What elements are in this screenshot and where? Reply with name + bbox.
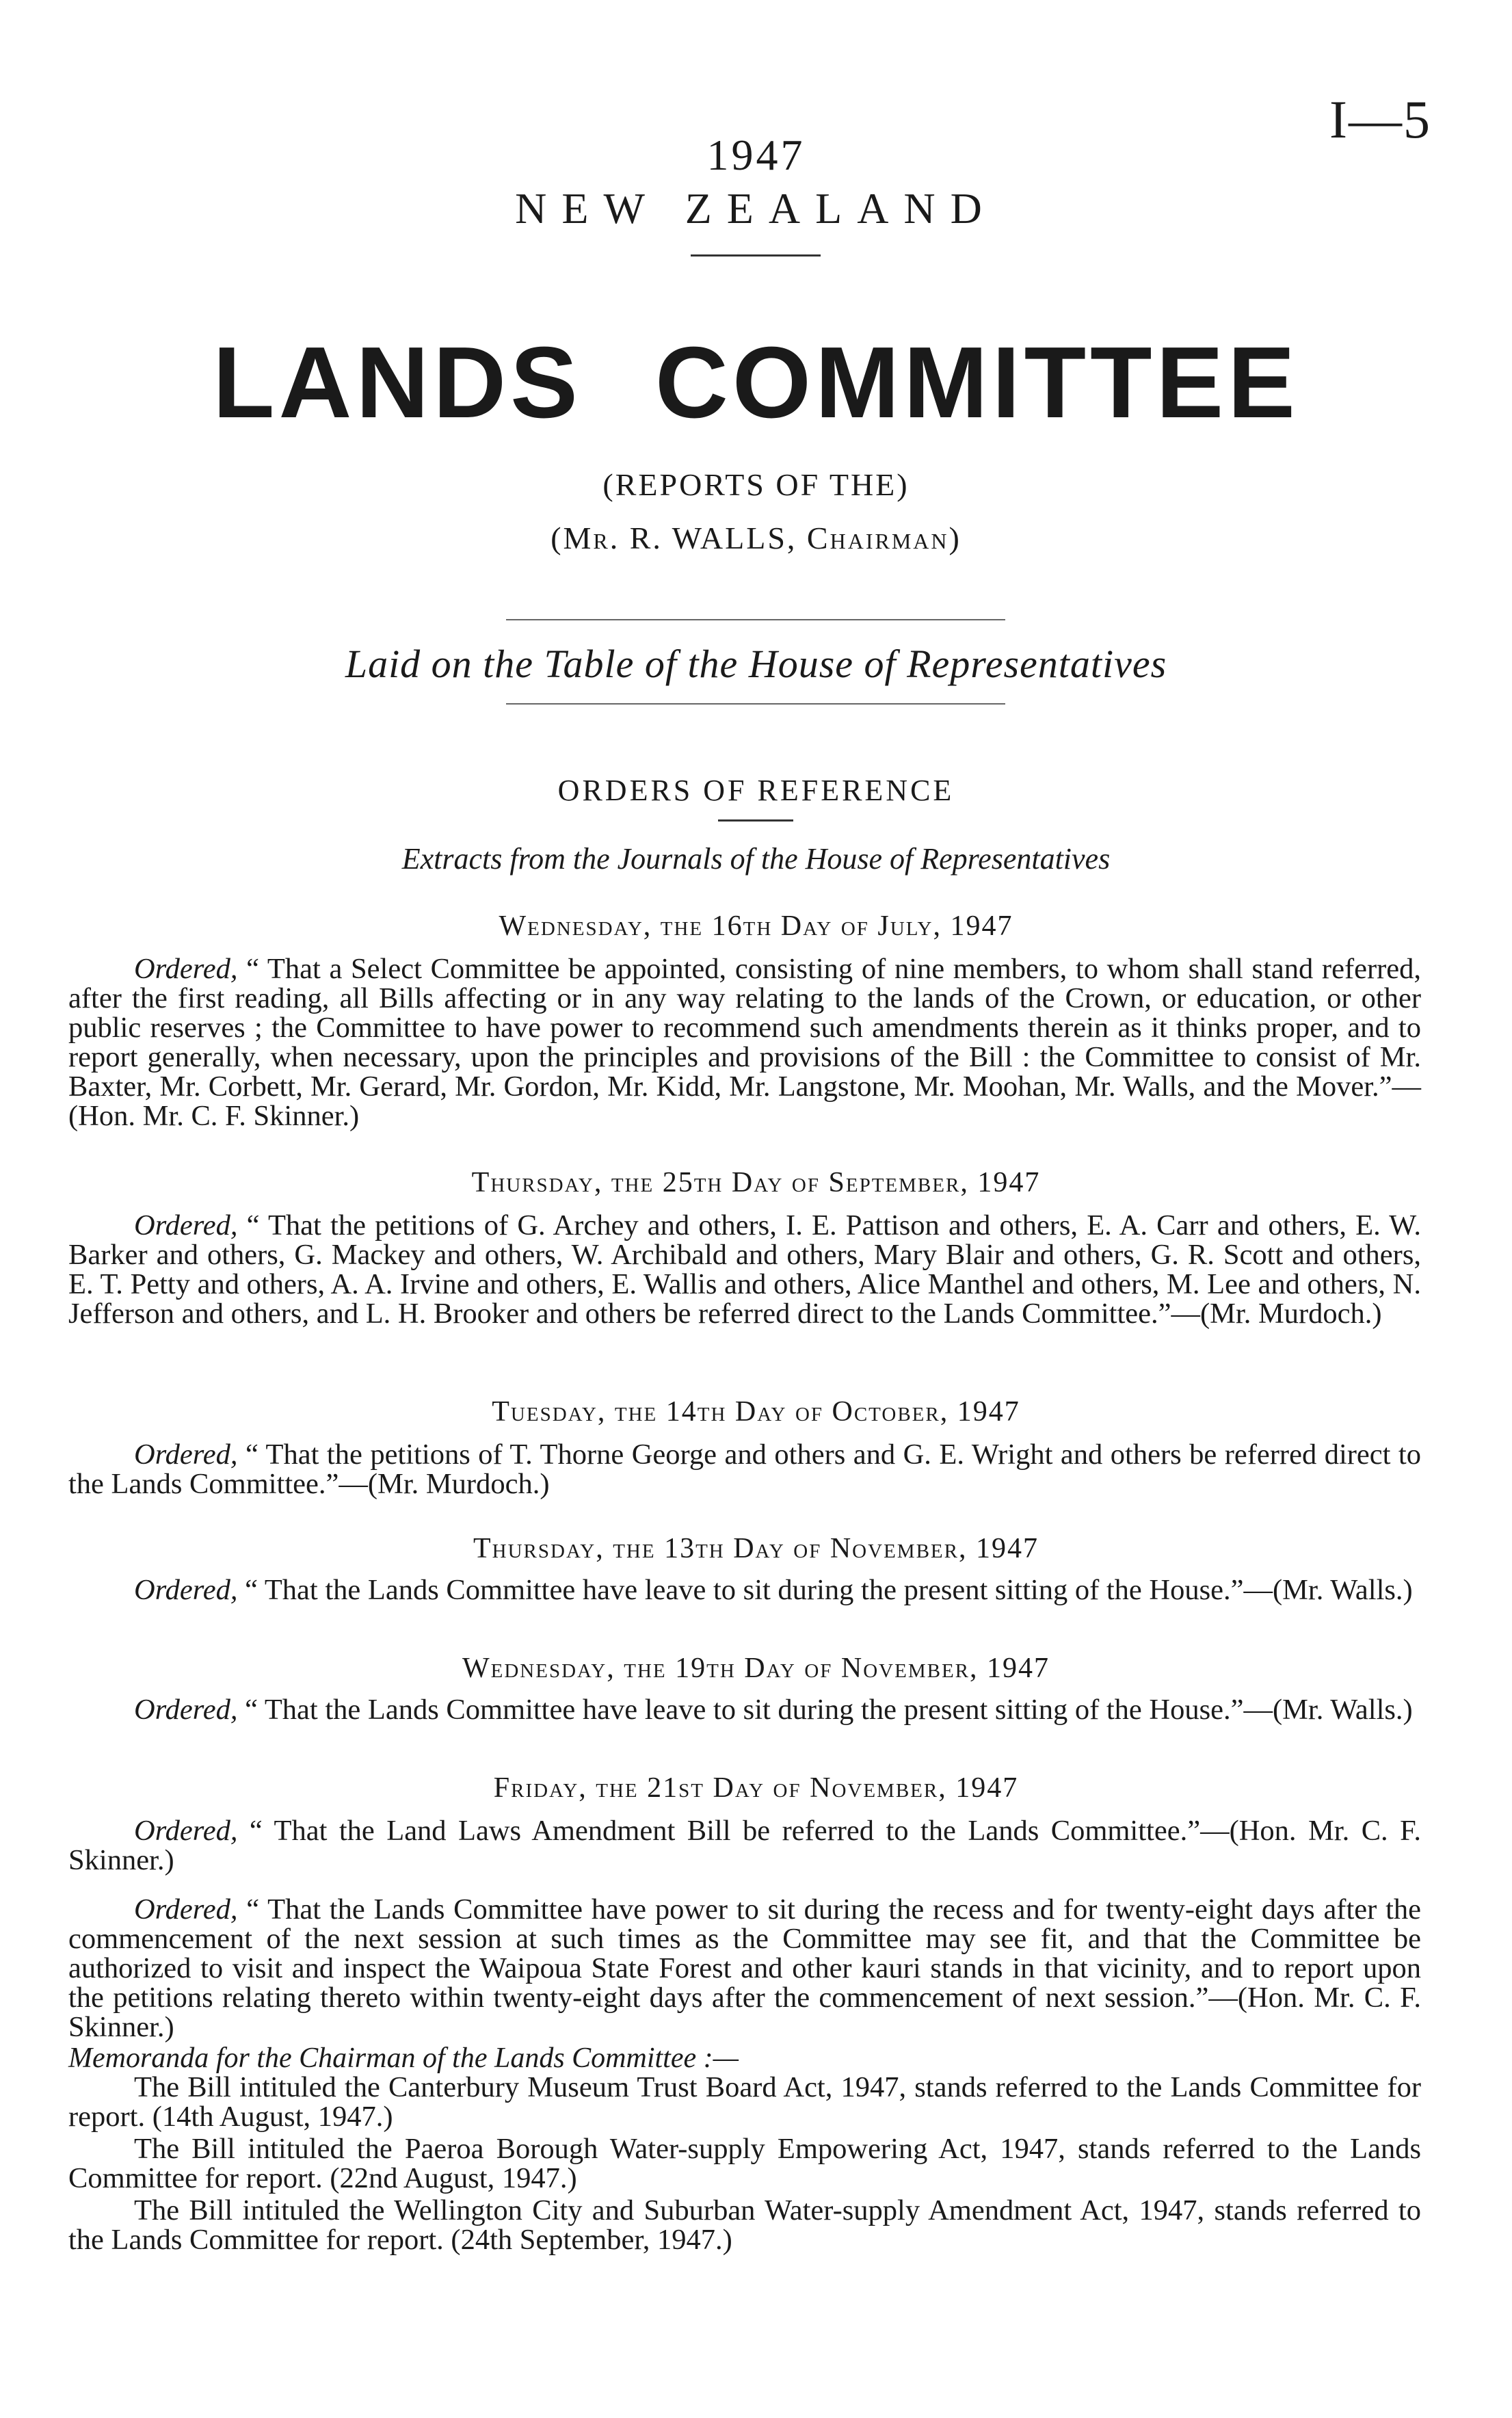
year: 1947 (706, 131, 806, 179)
ordered-label: Ordered, (134, 1209, 238, 1241)
order-text: “ That the Land Laws Amendment Bill be referred to the Lands Committee.”—(Hon. Mr. C. F. Skinner.) (68, 1815, 1421, 1876)
ordered-label: Ordered, (134, 1574, 238, 1606)
order-paragraph (68, 1895, 1421, 2042)
divider (506, 703, 1005, 705)
order-text: “ That the Lands Committee have leave to sit during the present sitting of the House.”—(Mr. Walls.) (237, 1574, 1413, 1606)
subtitle: (REPORTS OF THE) (602, 467, 910, 502)
order-paragraph (68, 1575, 1421, 1605)
memoranda-heading: Memoranda for the Chairman of the Lands Committee :— (68, 2042, 739, 2074)
order-text: “ That the Lands Committee have leave to sit during the present sitting of the House.”—(Mr. Walls.) (237, 1694, 1413, 1726)
country-heading: NEW ZEALAND (515, 184, 997, 233)
page-title: LANDS COMMITTEE (213, 326, 1299, 439)
entry-date: Thursday, the 13th Day of November, 1947 (473, 1533, 1039, 1564)
memorandum-item: The Bill intituled the Canterbury Museum Trust Board Act, 1947, stands referred to the Lands Committee for report. (14th August, 1947.) (68, 2071, 1421, 2133)
entry-date: Tuesday, the 14th Day of October, 1947 (492, 1396, 1020, 1428)
ordered-label: Ordered, (134, 953, 238, 985)
memorandum-item: The Bill intituled the Paeroa Borough Water-supply Empowering Act, 1947, stands referred to the Lands Committee for report. (22nd August, 1947.) (68, 2133, 1421, 2194)
order-paragraph (68, 1211, 1421, 1328)
order-text: “ That the petitions of G. Archey and others, I. E. Pattison and others, E. A. Carr and others, E. W. Barker and others, G. Mackey and others, W. Archibald and others, Mary Blair and others, G. R. Scott and others, E. T. Petty and others, A. A. Irvine and others, E. Wallis and others, Alice Manthel and others, M. Lee and others, N. Jefferson and others, and L. H. Brooker and others be referred direct to the Lands Committee.”—(Mr. Murdoch.) (68, 1209, 1421, 1330)
chairman-line: (Mr. R. WALLS, Chairman) (551, 521, 961, 555)
ordered-label: Ordered, (134, 1893, 238, 1926)
memorandum-item: The Bill intituled the Wellington City and Suburban Water-supply Amendment Act, 1947, stands referred to the Lands Committee for report. (24th September, 1947.) (68, 2194, 1421, 2256)
order-text: “ That the petitions of T. Thorne George and others and G. E. Wright and others be referred direct to the Lands Committee.”—(Mr. Murdoch.) (68, 1438, 1421, 1500)
extracts-heading: Extracts from the Journals of the House of Representatives (401, 842, 1111, 876)
order-text: “ That a Select Committee be appointed, consisting of nine members, to whom shall stand referred, after the first reading, all Bills affecting or in any way relating to the lands of the Crown, or education, or other public reserves ; the Committee to have power to recommend such amendments therein as it thinks proper, and to report generally, when necessary, upon the principles and provisions of the Bill : the Committee to consist of Mr. Baxter, Mr. Corbett, Mr. Gerard, Mr. Gordon, Mr. Kidd, Mr. Langstone, Mr. Moohan, Mr. Walls, and the Mover.”—(Hon. Mr. C. F. Skinner.) (68, 953, 1421, 1132)
orders-of-reference-heading: ORDERS OF REFERENCE (557, 774, 955, 807)
entry-date: Wednesday, the 16th Day of July, 1947 (499, 910, 1013, 942)
order-text: “ That the Lands Committee have power to sit during the recess and for twenty-eight days after the commencement of the next session at such times as the Committee may see fit, and that the Committee be authorized to visit and inspect the Waipoua State Forest and other kauri stands in that vicinity, and to report upon the petitions relating thereto within twenty-eight days after the commencement of next session.”—(Hon. Mr. C. F. Skinner.) (68, 1893, 1421, 2043)
ordered-label: Ordered, (134, 1694, 238, 1726)
order-paragraph (68, 1695, 1421, 1724)
entry-date: Friday, the 21st Day of November, 1947 (493, 1772, 1019, 1804)
page-reference: I—5 (1329, 90, 1431, 149)
divider (506, 619, 1005, 620)
laid-on-table: Laid on the Table of the House of Representatives (345, 642, 1167, 686)
order-paragraph (68, 954, 1421, 1131)
entry-date: Wednesday, the 19th Day of November, 1947 (462, 1653, 1050, 1684)
divider (691, 254, 821, 257)
ordered-label: Ordered, (134, 1438, 238, 1471)
order-paragraph (68, 1440, 1421, 1499)
divider (718, 819, 793, 822)
entry-date: Thursday, the 25th Day of September, 1947 (471, 1167, 1041, 1198)
ordered-label: Ordered, (134, 1815, 238, 1847)
order-paragraph (68, 1816, 1421, 1875)
